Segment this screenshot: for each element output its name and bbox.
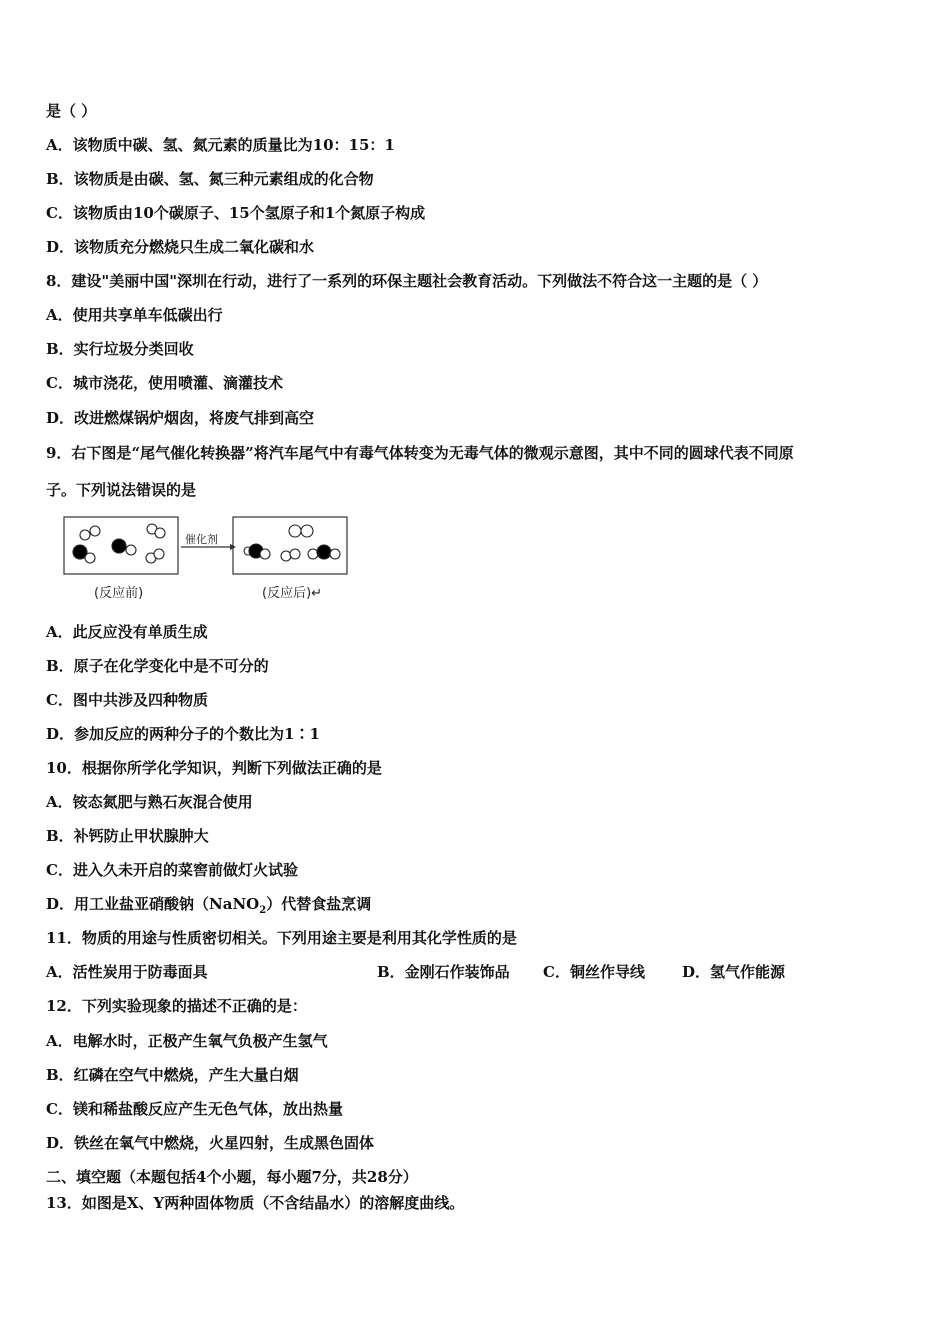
- q10-option-d: [46, 894, 371, 921]
- before-caption: (反应前): [94, 586, 144, 601]
- reaction-diagram-svg: [62, 514, 362, 584]
- after-caption: (反应后)↵: [262, 586, 323, 601]
- q11-option-c: C．铜丝作导线: [543, 963, 645, 981]
- q10-option-d-text: D．用工业盐亚硝酸钠（NaNO: [46, 895, 260, 913]
- q7-option-b: B．该物质是由碳、氢、氮三种元素组成的化合物: [46, 170, 374, 188]
- q10-option-c: C．进入久未开启的菜窖前做灯火试验: [46, 861, 298, 879]
- q12-option-d: D．铁丝在氧气中燃烧，火星四射，生成黑色固体: [46, 1134, 375, 1152]
- q12-stem: 12．下列实验现象的描述不正确的是：: [46, 997, 307, 1015]
- q7-option-a: A．该物质中碳、氢、氮元素的质量比为10：15：1: [46, 136, 395, 154]
- q8-option-a: A．使用共享单车低碳出行: [46, 306, 223, 324]
- q11-option-d: D．氢气作能源: [682, 963, 786, 981]
- q7-stem-end: 是（ ）: [46, 102, 97, 120]
- q8-option-b: B．实行垃圾分类回收: [46, 340, 194, 358]
- q11-option-b: B．金刚石作装饰品: [377, 963, 510, 981]
- q11-stem: 11．物质的用途与性质密切相关。下列用途主要是利用其化学性质的是: [46, 929, 517, 947]
- q8-option-c: C．城市浇花，使用喷灌、滴灌技术: [46, 374, 283, 392]
- q9-option-c: C．图中共涉及四种物质: [46, 691, 208, 709]
- q11-option-a: A．活性炭用于防毒面具: [46, 963, 208, 981]
- q8-stem: 8．建设"美丽中国"深圳在行动，进行了一系列的环保主题社会教育活动。下列做法不符合这一主题的是（ ）: [46, 272, 768, 290]
- section-two-heading: 二、填空题（本题包括4个小题，每小题7分，共28分）: [46, 1168, 418, 1186]
- q10-option-a: A．铵态氮肥与熟石灰混合使用: [46, 793, 253, 811]
- q7-option-c: C．该物质由10个碳原子、15个氢原子和1个氮原子构成: [46, 204, 426, 222]
- q13-stem: 13．如图是X、Y两种固体物质（不含结晶水）的溶解度曲线。: [46, 1194, 465, 1212]
- q10-option-d-text-end: ）代替食盐烹调: [266, 895, 372, 913]
- q10-option-b: B．补钙防止甲状腺肿大: [46, 827, 209, 845]
- q9-stem: 9．右下图是“尾气催化转换器”将汽车尾气中有毒气体转变为无毒气体的微观示意图，其中不同的圆球代表不同原: [46, 444, 794, 462]
- after-molecules: [244, 525, 340, 561]
- catalyst-label: 催化剂: [185, 533, 218, 546]
- q9-stem-cont: 子。下列说法错误的是: [46, 481, 197, 499]
- q7-option-d: D．该物质充分燃烧只生成二氧化碳和水: [46, 238, 315, 256]
- q9-option-b: B．原子在化学变化中是不可分的: [46, 657, 269, 675]
- q8-option-d: D．改进燃煤锅炉烟囱，将废气排到高空: [46, 409, 315, 427]
- q12-option-a: A．电解水时，正极产生氧气负极产生氢气: [46, 1032, 328, 1050]
- q10-stem: 10．根据你所学化学知识，判断下列做法正确的是: [46, 759, 382, 777]
- q10-option-d-subscript: 2: [259, 905, 267, 916]
- q11-options: [46, 962, 906, 982]
- before-molecules: [73, 524, 165, 563]
- q12-option-b: B．红磷在空气中燃烧，产生大量白烟: [46, 1066, 299, 1084]
- q12-option-c: C．镁和稀盐酸反应产生无色气体，放出热量: [46, 1100, 343, 1118]
- after-box: [233, 517, 347, 574]
- q9-option-d: D．参加反应的两种分子的个数比为1∶1: [46, 725, 320, 743]
- reaction-diagram: [62, 514, 362, 604]
- q9-option-a: A．此反应没有单质生成: [46, 623, 208, 641]
